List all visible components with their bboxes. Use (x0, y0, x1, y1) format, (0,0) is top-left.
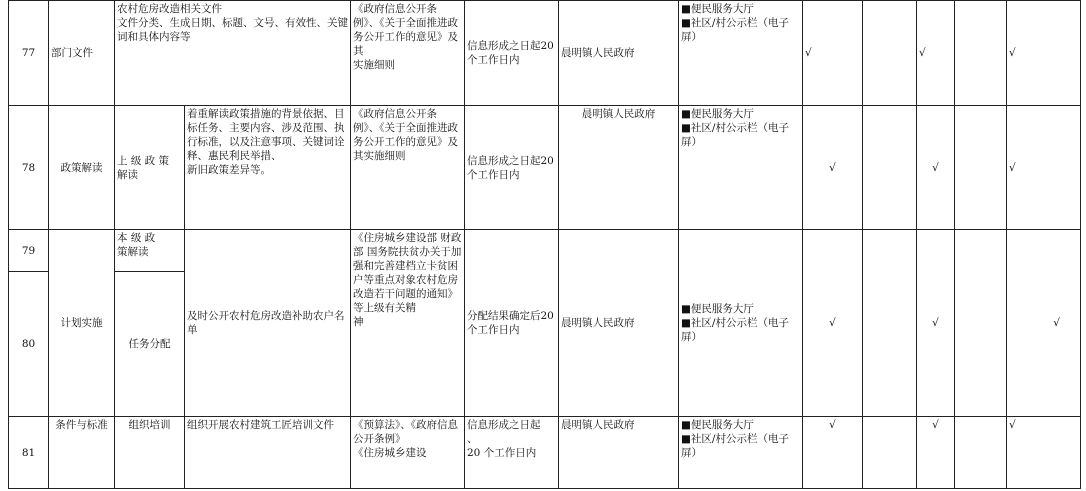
check-mark: √ (803, 417, 863, 489)
basis-cell: 《预算法》、《政府信息公开条例》 《住房城乡建设 (351, 417, 465, 489)
disclosure-table (8, 0, 1081, 489)
empty-cell (863, 106, 917, 230)
check-mark: √ (1007, 106, 1081, 230)
subject-cell: 晨明镇人民政府 (559, 230, 679, 417)
check-mark: √ (803, 230, 863, 417)
basis-cell: 《政府信息公开条例》、《关于全面推进政务公开工作的意见》及其实施细则 (351, 106, 465, 230)
row-number: 80 (9, 272, 49, 417)
subcategory-cell: 组织培训 (115, 417, 185, 489)
time-cell: 信息形成之日起20 个工作日内 (465, 1, 559, 106)
channel-cell: ■便民服务大厅 ■社区/村公示栏（电子屏） (679, 230, 803, 417)
category-cell: 部门文件 (49, 1, 115, 106)
empty-cell (955, 230, 1007, 417)
subcategory-cell: 任务分配 (115, 272, 185, 417)
basis-cell: 《住房城乡建设部 财政部 国务院扶贫办关于加强和完善建档立卡贫困户等重点对象农村危房改造若干问题的通知》等上级有关精 神 (351, 230, 465, 417)
table-row (9, 417, 1081, 489)
table-row (9, 1, 1081, 106)
subject-cell: 晨明镇人民政府 (559, 417, 679, 489)
empty-cell (955, 417, 1007, 489)
table-row (9, 230, 1081, 272)
subcategory-cell: 上 级 政 策 解读 (115, 106, 185, 230)
row-number: 81 (9, 417, 49, 489)
empty-cell (955, 106, 1007, 230)
check-mark: √ (1007, 230, 1081, 417)
time-cell: 信息形成之日起 、 20 个工作日内 (465, 417, 559, 489)
table-row (9, 106, 1081, 230)
category-cell: 政策解读 (49, 106, 115, 230)
check-mark: √ (1007, 1, 1081, 106)
row-number: 78 (9, 106, 49, 230)
channel-cell: ■便民服务大厅 ■社区/村公示栏（电子屏） (679, 1, 803, 106)
content-cell: 着重解读政策措施的背景依据、目标任务、主要内容、涉及范围、执行标准，以及注意事项、关键词诠释、惠民利民举措、 新旧政策差异等。 (185, 106, 351, 230)
content-cell: 农村危房改造相关文件 文件分类、生成日期、标题、文号、有效性、关键词和具体内容等 (115, 1, 351, 106)
content-cell: 组织开展农村建筑工匠培训文件 (185, 417, 351, 489)
empty-cell (863, 1, 917, 106)
subject-cell: 晨明镇人民政府 (559, 106, 679, 230)
basis-cell: 《政府信息公开条例》、《关于全面推进政务公开工作的意见》及其 实施细则 (351, 1, 465, 106)
content-cell: 及时公开农村危房改造补助农户名单 (185, 230, 351, 417)
check-mark: √ (917, 230, 955, 417)
subject-cell: 晨明镇人民政府 (559, 1, 679, 106)
empty-cell (863, 417, 917, 489)
channel-cell: ■便民服务大厅 ■社区/村公示栏（电子屏） (679, 106, 803, 230)
check-mark: √ (917, 106, 955, 230)
channel-cell: ■便民服务大厅 ■社区/村公示栏（电子屏） (679, 417, 803, 489)
subcategory-cell: 本 级 政 策解读 (115, 230, 185, 272)
time-cell: 信息形成之日起20 个工作日内 (465, 106, 559, 230)
check-mark: √ (917, 1, 955, 106)
time-cell: 分配结果确定后20 个工作日内 (465, 230, 559, 417)
row-number: 79 (9, 230, 49, 272)
empty-cell (863, 230, 917, 417)
check-mark: √ (803, 106, 863, 230)
row-number: 77 (9, 1, 49, 106)
category-cell: 条件与标准 (49, 417, 115, 489)
empty-cell (955, 1, 1007, 106)
check-mark: √ (803, 1, 863, 106)
check-mark: √ (917, 417, 955, 489)
category-cell: 计划实施 (49, 230, 115, 417)
check-mark: √ (1007, 417, 1081, 489)
